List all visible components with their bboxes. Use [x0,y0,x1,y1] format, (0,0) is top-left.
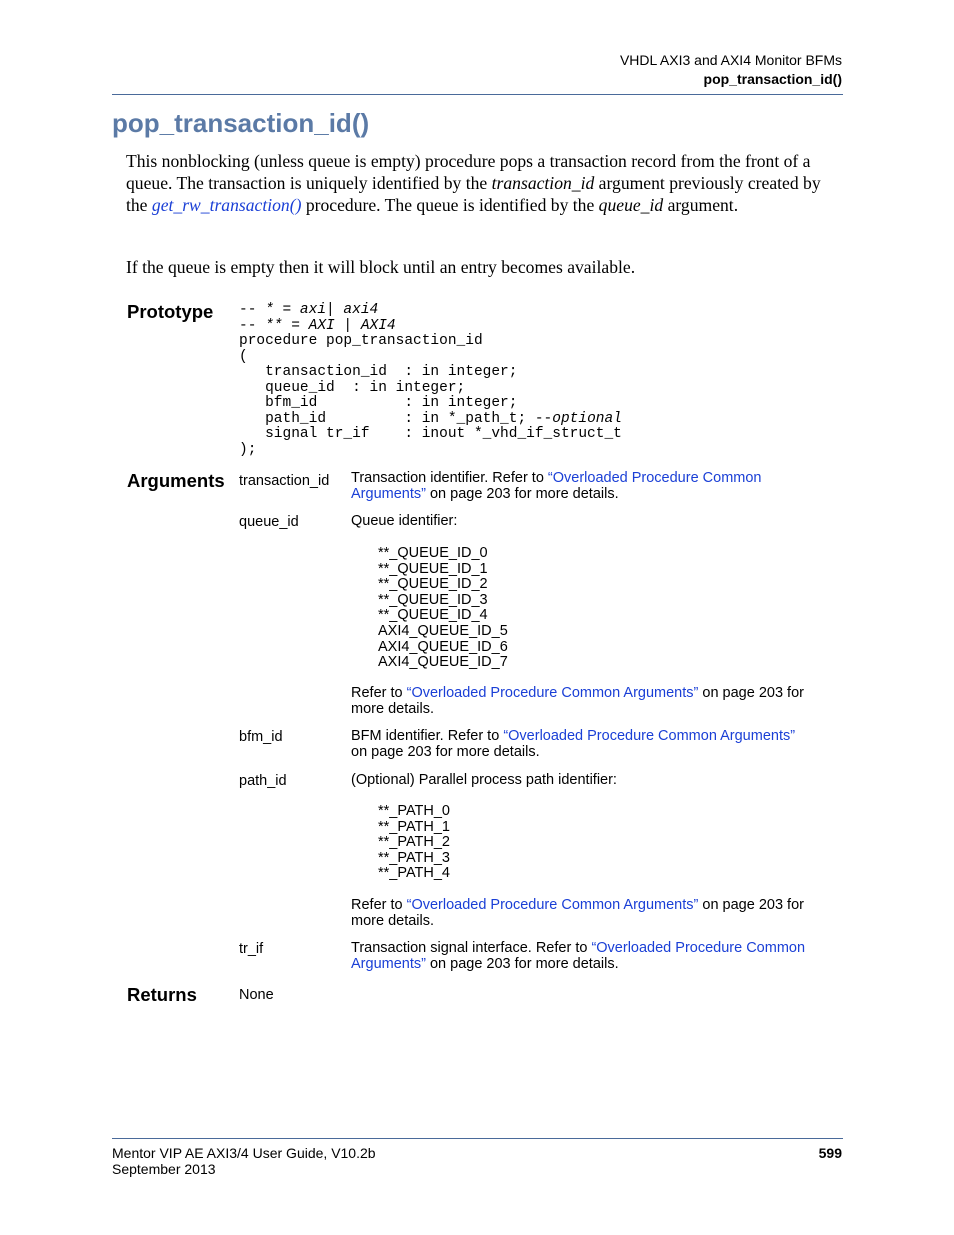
list-item: **_PATH_1 [378,818,450,835]
list-item: **_QUEUE_ID_1 [378,560,488,577]
list-item: AXI4_QUEUE_ID_7 [378,654,508,671]
returns-label: Returns [127,984,197,1005]
overloaded-args-link[interactable]: “Overloaded Procedure Common Arguments” [406,685,699,701]
get-rw-transaction-link[interactable]: get_rw_transaction() [151,195,302,215]
overloaded-args-link[interactable]: “Overloaded Procedure Common [591,940,806,956]
list-item: **_PATH_2 [378,834,450,851]
overloaded-args-link-cont[interactable]: Arguments” [351,955,426,972]
list-item: AXI4_QUEUE_ID_5 [378,622,508,639]
page-number: 599 [818,1145,842,1161]
prototype-code: -- * = axi| axi4 -- ** = AXI | AXI4 procedure pop_transaction_id ( transaction_id : in integer; queue_id : in integer; bfm_id : in integer; path_id : in *_path_t; --optional signal tr_if : inout *_vhd_if_struct_t ); [239,302,622,458]
list-item: **_QUEUE_ID_3 [378,591,488,608]
list-item: **_PATH_0 [378,803,450,819]
queue-id-values [378,546,508,671]
footer-guide-title: Mentor VIP AE AXI3/4 User Guide, V10.2b [112,1145,376,1161]
overloaded-args-link-cont[interactable]: Arguments” [351,485,426,502]
list-item: AXI4_QUEUE_ID_6 [378,638,508,655]
blocking-note: If the queue is empty then it will block until an entry becomes available. [126,257,636,277]
overloaded-args-link[interactable]: “Overloaded Procedure Common [547,470,762,486]
arg-name-queue-id: queue_id [239,514,299,530]
arg-desc-bfm-id: BFM identifier. Refer to “Overloaded Procedure Common Arguments” on page 203 for more details. [351,728,796,760]
footer-date: September 2013 [112,1161,216,1177]
footer-info [112,1145,376,1177]
arg-name-bfm-id: bfm_id [239,729,283,745]
prototype-label: Prototype [127,301,214,322]
queue-id-reference: Refer to “Overloaded Procedure Common Arguments” on page 203 for more details. [351,685,804,717]
arg-desc-transaction-id: Transaction identifier. Refer to “Overloaded Procedure Common Arguments” on page 203 for more details. [351,470,762,502]
arg-name-tr-if: tr_if [239,941,264,957]
list-item: **_PATH_4 [378,865,450,882]
header-rule [112,94,843,95]
header-section: pop_transaction_id() [703,71,842,87]
header-chapter: VHDL AXI3 and AXI4 Monitor BFMs [619,52,842,68]
overloaded-args-link[interactable]: “Overloaded Procedure Common Arguments” [406,897,699,913]
arguments-label: Arguments [127,470,225,491]
arg-desc-tr-if: Transaction signal interface. Refer to “Overloaded Procedure Common Arguments” on page 203 for more details. [351,940,806,972]
overloaded-args-link[interactable]: “Overloaded Procedure Common Arguments” [503,728,796,744]
page-title: pop_transaction_id() [112,108,370,138]
path-id-reference: Refer to “Overloaded Procedure Common Arguments” on page 203 for more details. [351,897,804,929]
arg-name-path-id: path_id [239,773,287,789]
arg-desc-queue-id: Queue identifier: [351,513,458,529]
arg-name-transaction-id: transaction_id [239,473,330,489]
list-item: **_QUEUE_ID_0 [378,545,488,561]
returns-value: None [239,987,274,1003]
list-item: **_PATH_3 [378,849,450,866]
path-id-values [378,804,450,882]
intro-paragraph: This nonblocking (unless queue is empty) procedure pops a transaction record from the front of a queue. The transaction is uniquely identified by the transaction_id argument previously created by the get_rw_transaction() procedure. The queue is identified by the queue_id argument. [126,151,821,215]
footer-rule [112,1138,843,1139]
list-item: **_QUEUE_ID_2 [378,576,488,593]
arg-desc-path-id: (Optional) Parallel process path identifier: [351,772,617,788]
list-item: **_QUEUE_ID_4 [378,607,488,624]
